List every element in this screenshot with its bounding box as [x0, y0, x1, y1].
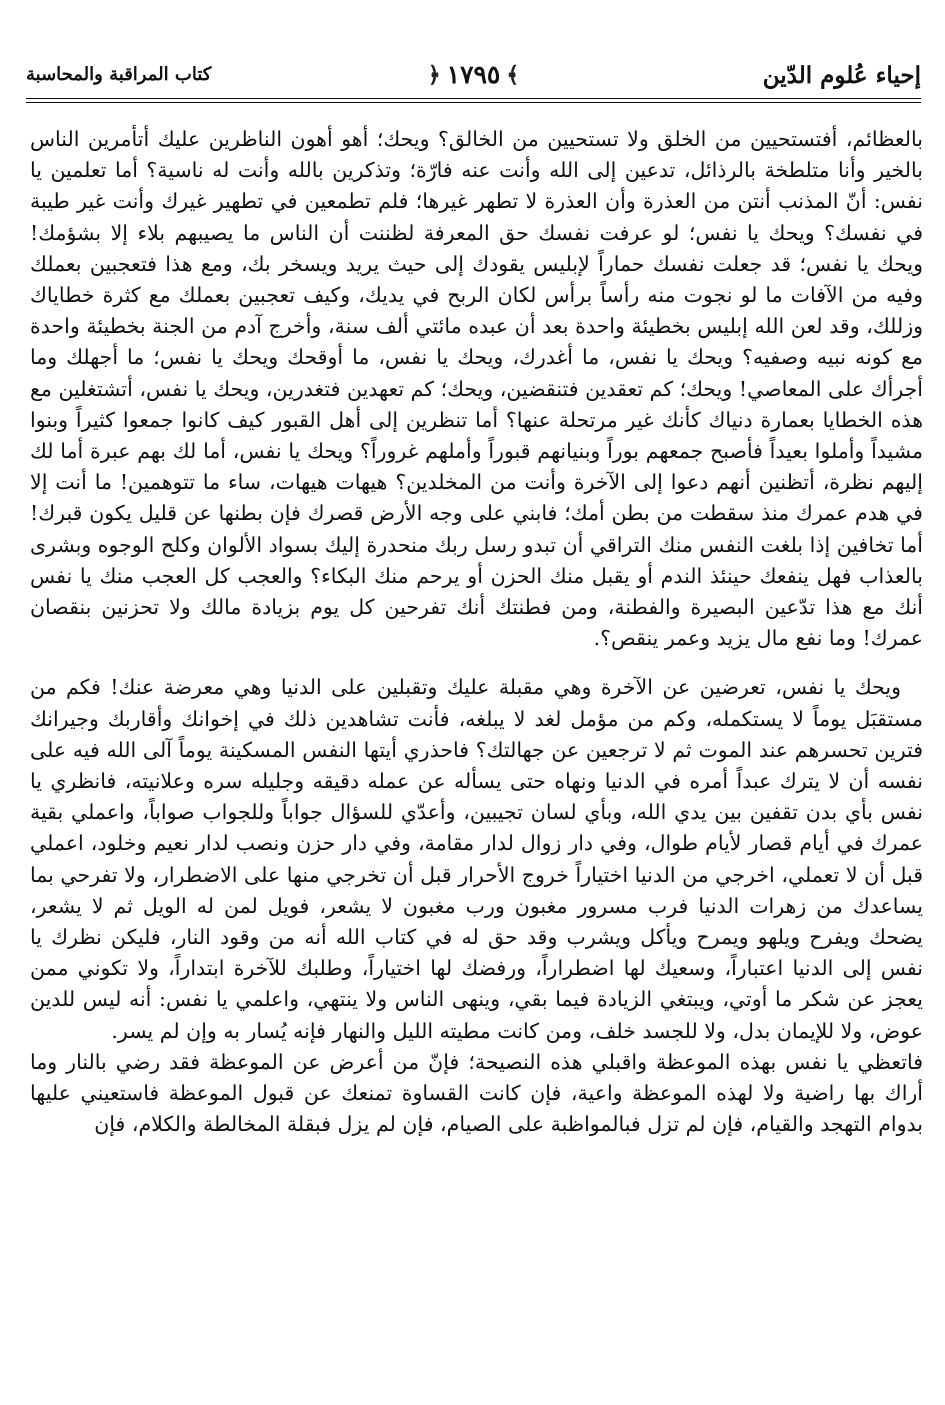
- page-number: ١٧٩٥: [446, 60, 501, 89]
- page-number-box: [428, 60, 520, 89]
- page-header: [26, 60, 921, 94]
- section-title: كتاب المراقبة والمحاسبة: [26, 64, 212, 85]
- paragraph: فاتعظي يا نفس بهذه الموعظة واقبلي هذه النصيحة؛ فإنّ من أعرض عن الموعظة فقد رضي بالنار وما أراك بها راضية ولا لهذه الموعظة واعية، فإن كانت القساوة تمنعك عن قبول الموعظة فاستعيني عليها بدوام التهجد والقيام، فإن لم تزل فبالمواظبة على الصيام، فإن لم يزل فبقلة المخالطة والكلام، فإن: [30, 1049, 923, 1137]
- paragraph: بالعظائم، أفتستحيين من الخلق ولا تستحيين من الخالق؟ ويحك؛ أهو أهون الناظرين عليك أتأمرين الناس بالخير وأنا متلطخة بالرذائل، تدعين إلى الله وأنت عنه فارّة؛ وتذكرين بالله وأنت له ناسية؟ أما تعلمين يا نفس: أنّ المذنب أنتن من العذرة وأن العذرة لا تطهر غيرها؛ فلم تطمعين في تطهير غيرك وأنت غير طيبة في نفسك؟ ويحك يا نفس؛ لو عرفت نفسك حق المعرفة لظننت أن الناس ما يصيبهم بلاء إلا بشؤمك! ويحك يا نفس؛ قد جعلت نفسك حماراً لإبليس يقودك إلى حيث يريد ويسخر بك، ومع هذا فتعجبين بعملك وفيه من الآفات ما لو نجوت منه رأساً برأس لكان الربح في يديك، وكيف تعجبين بعملك مع كثرة خطاياك وزللك، وقد لعن الله إبليس بخطيئة واحدة بعد أن عبده مائتي ألف سنة، وأخرج آدم من الجنة بخطيئة واحدة مع كونه نبيه وصفيه؟ ويحك يا نفس، ما أغدرك، ويحك يا نفس، ما أوقحك ويحك يا نفس؛ ما أجهلك وما أجرأك على المعاصي! ويحك؛ كم تعقدين فتنقضين، ويحك؛ كم تعهدين فتغدرين، ويحك يا نفس، أتشتغلين مع هذه الخطايا بعمارة دنياك كأنك غير مرتحلة عنها؟ أما تنظرين إلى أهل القبور كيف كانوا جمعوا كثيراً وبنوا مشيداً وأملوا بعيداً فأصبح جمعهم بوراً وبنيانهم قبوراً وأملهم غروراً؟ ويحك يا نفس، أما لك بهم عبرة أما لك إليهم نظرة، أتظنين أنهم دعوا إلى الآخرة وأنت من المخلدين؟ هيهات هيهات، ساء ما تتوهمين! ما أنت إلا في هدم عمرك منذ سقطت من بطن أمك؛ فابني على وجه الأرض قصرك فإن بطنها عن قليل يكون قبرك! أما تخافين إذا بلغت النفس منك التراقي أن تبدو رسل ربك منحدرة إليك بسواد الألوان وكلح الوجوه وبشرى بالعذاب فهل ينفعك حينئذ الندم أو يقبل منك الحزن أو يرحم منك البكاء؟ والعجب كل العجب منك يا نفس أنك مع هذا تدّعين البصيرة والفطنة، ومن فطنتك أنك تفرحين كل يوم بزيادة مالك ولا تحزنين بنقصان عمرك! وما نفع مال يزيد وعمر ينقص؟.: [30, 127, 923, 651]
- paragraph: ويحك يا نفس، تعرضين عن الآخرة وهي مقبلة عليك وتقبلين على الدنيا وهي معرضة عنك! فكم من مستقبَل يوماً لا يستكمله، وكم من مؤمل لغد لا يبلغه، فأنت تشاهدين ذلك في إخوانك وأقاربك وجيرانك فترين تحسرهم عند الموت ثم لا ترجعين عن جهالتك؟ فاحذري أيتها النفس المسكينة يوماً آلى الله فيه على نفسه أن لا يترك عبداً أمره في الدنيا ونهاه حتى يسأله عن عمله دقيقه وجليله سره وعلانيته، فانظري يا نفس بأي بدن تقفين بين يدي الله، وبأي لسان تجيبين، وأعدّي للسؤال جواباً وللجواب صواباً، واعملي بقية عمرك في أيام قصار لأيام طوال، وفي دار زوال لدار مقامة، وفي دار حزن ونصب لدار نعيم وخلود، اعملي قبل أن لا تعملي، اخرجي من الدنيا اختياراً خروج الأحرار قبل أن تخرجي منها على الاضطرار، ولا تفرحي بما يساعدك من زهرات الدنيا فرب مسرور مغبون ورب مغبون لا يشعر، فويل لمن له الويل ثم لا يشعر، يضحك ويفرح ويلهو ويمرح ويأكل ويشرب وقد حق له في كتاب الله أنه من وقود النار، فليكن نظرك يا نفس إلى الدنيا اعتباراً، وسعيك لها اضطراراً، ورفضك لها اختياراً، وطلبك للآخرة ابتداراً، ولا تكوني ممن يعجز عن شكر ما أوتي، ويبتغي الزيادة فيما بقي، وينهى الناس ولا ينتهي، واعلمي يا نفس: أنه ليس للدين عوض، ولا للإيمان بدل، ولا للجسد خلف، ومن كانت مطيته الليل والنهار فإنه يُسار به وإن لم يسر.: [30, 675, 923, 1043]
- header-rule-thin: [26, 102, 921, 103]
- ornament-left-icon: ﴿: [427, 61, 441, 88]
- header-rule: [26, 98, 921, 99]
- ornament-right-icon: ﴾: [506, 61, 520, 88]
- page-body: [30, 124, 923, 1141]
- book-title: إحياء عُلوم الدّين: [762, 62, 921, 89]
